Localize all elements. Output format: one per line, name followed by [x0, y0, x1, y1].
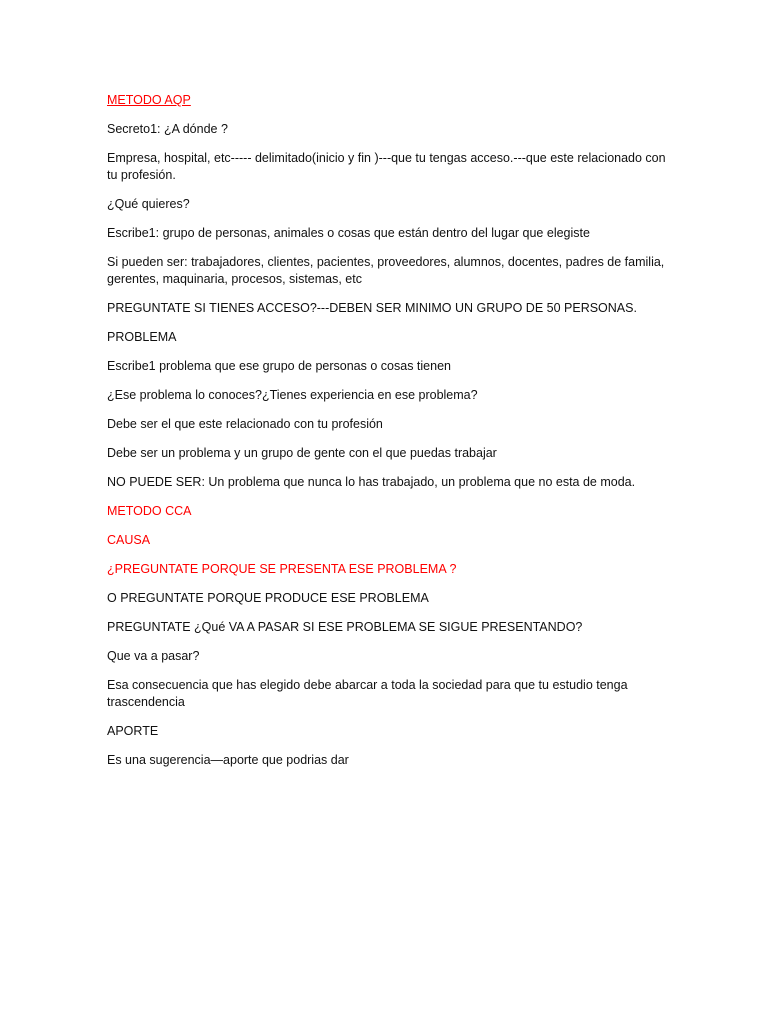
paragraph-que-va-a-pasar-caps: PREGUNTATE ¿Qué VA A PASAR SI ESE PROBLEMA SE SIGUE PRESENTANDO? [107, 620, 583, 634]
heading-metodo-cca: METODO CCA [107, 504, 192, 518]
heading-problema: PROBLEMA [107, 330, 177, 344]
paragraph-no-puede-ser: NO PUEDE SER: Un problema que nunca lo has trabajado, un problema que no esta de moda. [107, 475, 636, 489]
paragraph-empresa: Empresa, hospital, etc----- delimitado(inicio y fin )---que tu tengas acceso.---que este relacionado con tu profesión. [107, 151, 666, 182]
paragraph-secreto1: Secreto1: ¿A dónde ? [107, 122, 228, 136]
heading-causa: CAUSA [107, 533, 151, 547]
paragraph-grupo-gente: Debe ser un problema y un grupo de gente con el que puedas trabajar [107, 446, 497, 460]
paragraph-si-pueden-ser: Si pueden ser: trabajadores, clientes, pacientes, proveedores, alumnos, docentes, padres de familia, gerentes, maquinaria, procesos, sistemas, etc [107, 255, 665, 286]
paragraph-preguntate-acceso: PREGUNTATE SI TIENES ACCESO?---DEBEN SER MINIMO UN GRUPO DE 50 PERSONAS. [107, 301, 637, 315]
paragraph-que-va-a-pasar: Que va a pasar? [107, 649, 200, 663]
heading-metodo-aqp: METODO AQP [107, 93, 191, 107]
paragraph-o-preguntate: O PREGUNTATE PORQUE PRODUCE ESE PROBLEMA [107, 591, 429, 605]
paragraph-relacionado-profesion: Debe ser el que este relacionado con tu profesión [107, 417, 383, 431]
paragraph-escribe1-problema: Escribe1 problema que ese grupo de personas o cosas tienen [107, 359, 451, 373]
paragraph-que-quieres: ¿Qué quieres? [107, 197, 190, 211]
paragraph-preguntate-porque: ¿PREGUNTATE PORQUE SE PRESENTA ESE PROBLEMA ? [107, 562, 457, 576]
paragraph-sugerencia: Es una sugerencia—aporte que podrias dar [107, 753, 349, 767]
paragraph-ese-problema: ¿Ese problema lo conoces?¿Tienes experiencia en ese problema? [107, 388, 478, 402]
heading-aporte: APORTE [107, 724, 159, 738]
paragraph-escribe1-grupo: Escribe1: grupo de personas, animales o cosas que están dentro del lugar que elegiste [107, 226, 590, 240]
document-body [107, 92, 667, 781]
paragraph-consecuencia: Esa consecuencia que has elegido debe abarcar a toda la sociedad para que tu estudio tenga trascendencia [107, 678, 628, 709]
